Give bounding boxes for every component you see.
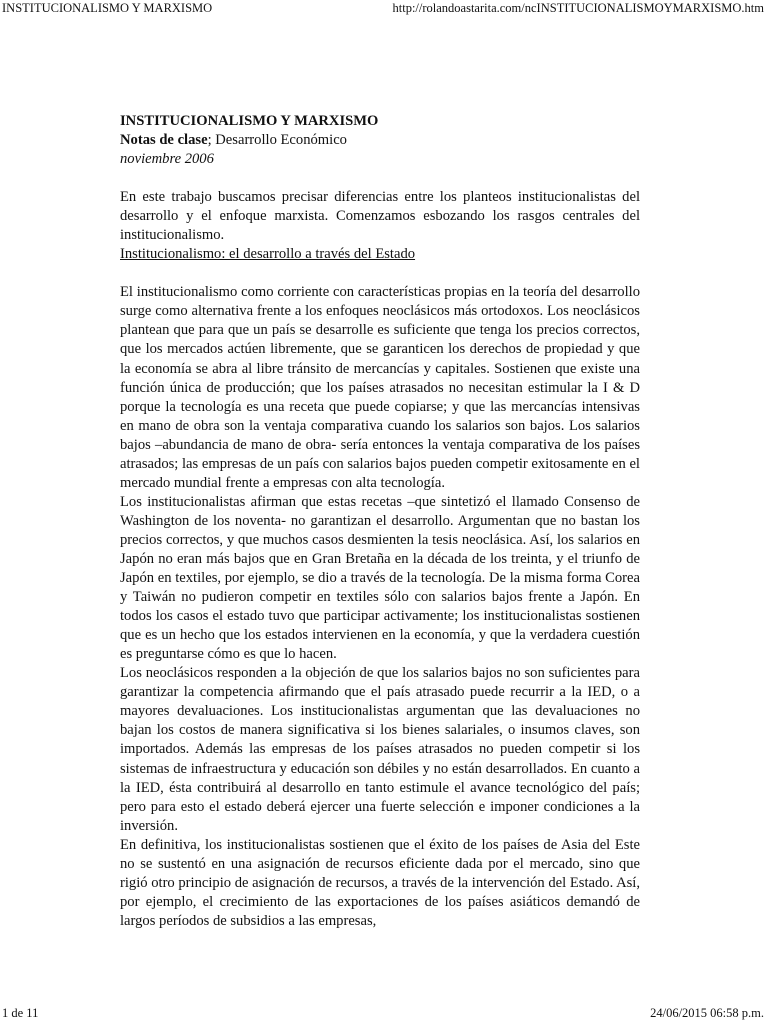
section-heading: Institucionalismo: el desarrollo a través del Estado: [120, 246, 416, 263]
paragraph: El institucionalismo como corriente con características propias en la teoría del desarrollo surge como alternativa frente a los enfoques neoclásicos más ortodoxos. Los neoclásicos plantean que para que un país se desarrolle es suficiente que tenga los precios correctos, que los mercados actúen libremente, que se garanticen los derechos de propiedad y que la economía se abra al libre tránsito de mercancías y capitales. Sostienen que existe una función única de producción; que los países atrasados no necesitan estimular la I & D porque la tecnología es una receta que puede copiarse; y que las mercancías intensivas en mano de obra son la ventaja comparativa cuando los salarios son bajos. Los salarios bajos –abundancia de mano de obra- sería entonces la ventaja comparativa de los países atrasados; las empresas de un país con salarios bajos pueden competir exitosamente en el mercado mundial frente a empresas con alta tecnología.: [120, 284, 640, 491]
subtitle-rest: ; Desarrollo Económico: [207, 132, 347, 149]
document-date: noviembre 2006: [120, 151, 214, 168]
paragraph: En definitiva, los institucionalistas sostienen que el éxito de los países de Asia del Este no se sustentó en una asignación de recursos eficiente dada por el mercado, sino que rigió otro principio de asignación de recursos, a través de la intervención del Estado. Así, por ejemplo, el crecimiento de las exportaciones de los países asiáticos demandó de largos períodos de subsidios a las empresas,: [120, 836, 640, 929]
page-number: 1 de 11: [2, 1006, 39, 1020]
print-header-title: INSTITUCIONALISMO Y MARXISMO: [2, 1, 213, 15]
print-header-url: http://rolandoastarita.com/ncINSTITUCIONALISMOYMARXISMO.htm: [392, 1, 764, 15]
document-body: [120, 112, 640, 931]
intro-paragraph: En este trabajo buscamos precisar diferencias entre los planteos institucionalistas del desarrollo y el enfoque marxista. Comenzamos esbozando los rasgos centrales del institucionalismo.: [120, 189, 640, 244]
document-title: INSTITUCIONALISMO Y MARXISMO: [120, 113, 379, 129]
paragraph: Los neoclásicos responden a la objeción de que los salarios bajos no son suficientes para garantizar la competencia afirmando que el país atrasado puede recurrir a la IED, o a mayores devaluaciones. Los institucionalistas argumentan que las devaluaciones no bajan los costos de manera significativa si los bienes salariales, o insumos claves, son importados. Además las empresas de los países atrasados no pueden competir si los sistemas de infraestructura y educación son débiles y no están desarrollados. En cuanto a la IED, ésta contribuirá al desarrollo en tanto estimule el avance tecnológico del país; pero para esto el estado deberá ejercer una fuerte selección e imponer condiciones a la inversión.: [120, 665, 640, 834]
subtitle-bold: Notas de clase: [120, 132, 208, 149]
print-timestamp: 24/06/2015 06:58 p.m.: [650, 1006, 764, 1020]
document-subtitle: [120, 131, 640, 150]
paragraph: Los institucionalistas afirman que estas recetas –que sintetizó el llamado Consenso de Washington de los noventa- no garantizan el desarrollo. Argumentan que no bastan los precios correctos, y que muchos casos desmienten la tesis neoclásica. Así, los salarios en Japón no eran más bajos que en Gran Bretaña en la década de los treinta, y el triunfo de Japón en textiles, por ejemplo, se dio a través de la tecnología. De la misma forma Corea y Taiwán no pudieron competir en textiles sólo con salarios bajos frente a Japón. En todos los casos el estado tuvo que participar activamente; los institucionalistas sostienen que es un hecho que los estados intervienen en la economía, y que la verdadera cuestión es preguntarse cómo es que lo hacen.: [120, 493, 640, 663]
